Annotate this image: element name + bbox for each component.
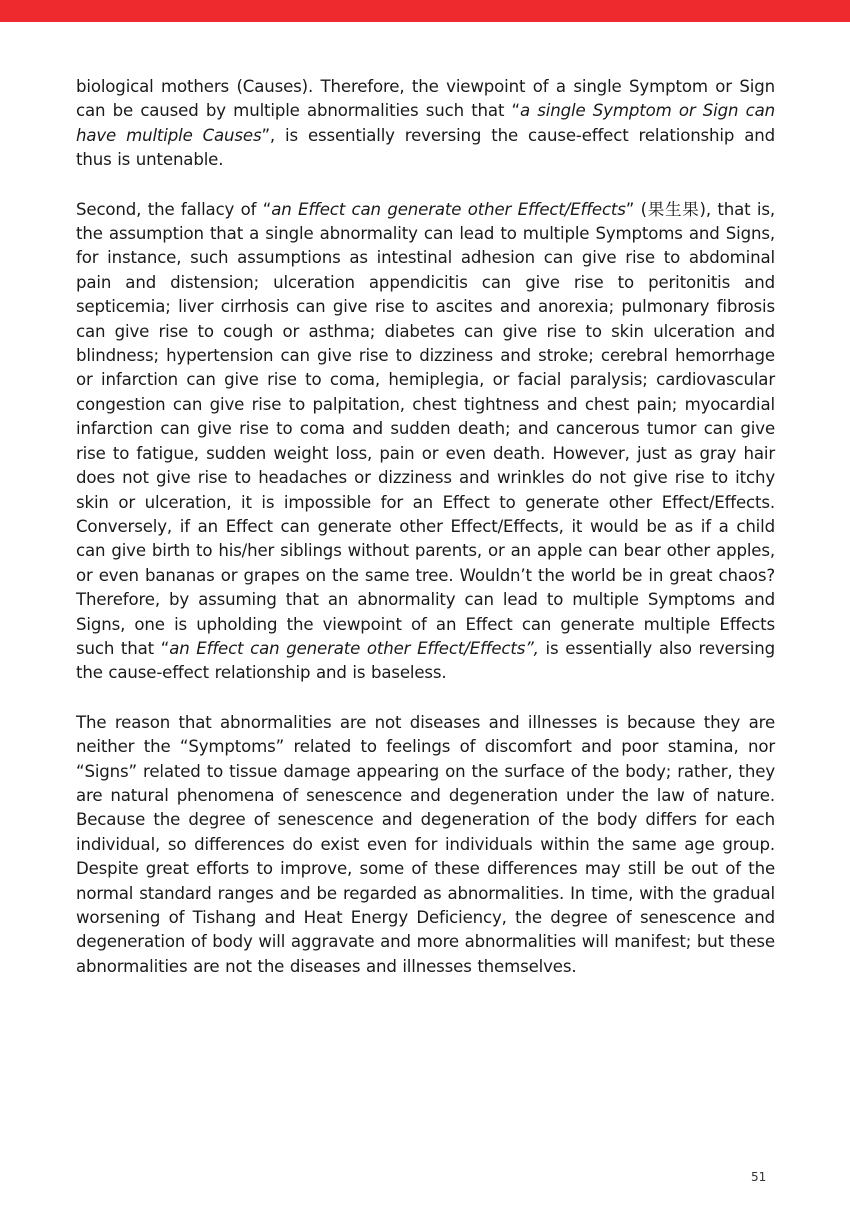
paragraph-3-text: The reason that abnormalities are not diseases and illnesses is because they are neither the “Symptoms” related to feelings of discomfort and poor stamina, nor “Signs” related to tissue damage appearing on the surface of the body; rather, they are natural phenomena of senescence and degeneration under the law of nature. Because the degree of senescence and degeneration of the body differs for each individual, so differences do exist even for individuals within the same age group. Despite great efforts to improve, some of these differences may still be out of the normal standard ranges and be regarded as abnormalities. In time, with the gradual worsening of Tishang and Heat Energy Deficiency, the degree of senescence and degeneration of body will aggravate and more abnormalities will manifest; but these abnormalities are not the diseases and illnesses themselves. (76, 712, 775, 976)
paragraph-2-text-c: is essentially also reversing the cause-effect relationship and is baseless. (76, 638, 775, 683)
paragraph-1-italic-quote: a single Symptom or Sign can have multiple Causes (76, 101, 775, 145)
top-accent-bar (0, 0, 850, 22)
paragraph-1-text-a: biological mothers (Causes). Therefore, the viewpoint of a single Symptom or Sign can be caused by multiple abnormalities such that “ (76, 77, 775, 121)
paragraph-1 (76, 75, 775, 173)
paragraph-2-italic-quote-a: an Effect can generate other Effect/Effects (271, 199, 626, 219)
paragraph-2-text-a: Second, the fallacy of “ (76, 199, 272, 219)
paragraph-2-italic-quote-b: an Effect can generate other Effect/Effects”, (169, 638, 539, 658)
paragraph-2-text-b: ” (果生果), that is, the assumption that a single abnormality can lead to multiple Symptoms and Signs, for instance, such assumptions as intestinal adhesion can give rise to abdominal pain and distension; ulceration appendicitis can give rise to peritonitis and septicemia; liver cirrhosis can give rise to ascites and anorexia; pulmonary fibrosis can give rise to cough or asthma; diabetes can give rise to skin ulceration and blindness; hypertension can give rise to dizziness and stroke; cerebral hemorrhage or infarction can give rise to coma, hemiplegia, or facial paralysis; cardiovascular congestion can give rise to palpitation, chest tightness and chest pain; myocardial infarction can give rise to coma and sudden death; and cancerous tumor can give rise to fatigue, sudden weight loss, pain or even death. However, just as gray hair does not give rise to headaches or dizziness and wrinkles do not give rise to itchy skin or ulceration, it is impossible for an Effect to generate other Effect/Effects. Conversely, if an Effect can generate other Effect/Effects, it would be as if a child can give birth to his/her siblings without parents, or an apple can bear other apples, or even bananas or grapes on the same tree. Wouldn’t the world be in great chaos? Therefore, by assuming that an abnormality can lead to multiple Symptoms and Signs, one is upholding the viewpoint of an Effect can generate multiple Effects such that “ (76, 199, 775, 658)
page-number: 51 (751, 1170, 767, 1184)
paragraph-3 (76, 711, 775, 979)
paragraph-1-text-b: ”, is essentially reversing the cause-effect relationship and thus is untenable. (76, 125, 775, 170)
paragraph-2 (76, 198, 775, 686)
page-body (76, 75, 775, 1004)
